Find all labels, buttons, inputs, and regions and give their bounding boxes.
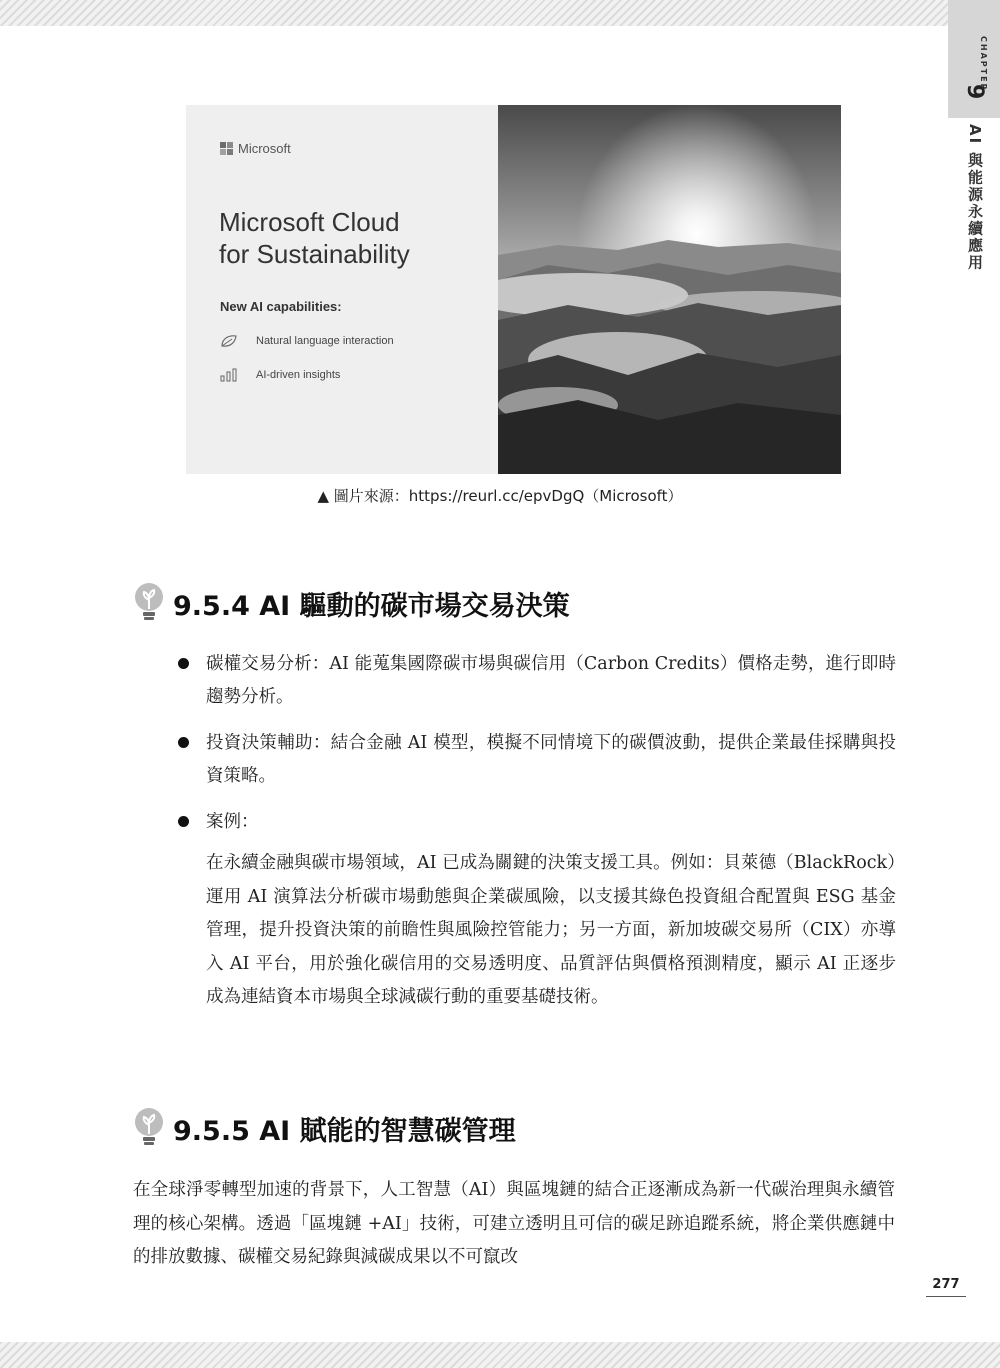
bullet-dot: [178, 816, 189, 827]
lightbulb-icon: [133, 1107, 165, 1149]
microsoft-logo: [220, 141, 291, 156]
chapter-number: 9: [962, 84, 987, 100]
capability-item: [220, 334, 394, 348]
capability-label: Natural language interaction: [256, 335, 394, 347]
section-heading-9-5-4: [133, 582, 570, 624]
bullet-dot: [178, 737, 189, 748]
bar-chart-icon: [220, 368, 238, 382]
figure-title-line2: for Sustainability: [219, 239, 410, 269]
bullet-text: 投資決策輔助：結合金融 AI 模型，模擬不同情境下的碳價波動，提供企業最佳採購與投資策略。: [206, 733, 896, 786]
section-heading-text: 9.5.4 AI 驅動的碳市場交易決策: [173, 590, 570, 622]
capability-item: [220, 368, 340, 382]
leaf-icon: [220, 334, 238, 348]
chapter-tab: [948, 0, 1000, 118]
figure-caption: ▲ 圖片來源：https://reurl.cc/epvDgQ（Microsoft）: [317, 487, 683, 505]
mountain-landscape-photo: [498, 105, 841, 474]
chapter-title: AI 與能源永續應用: [966, 124, 984, 272]
figure-subtitle: New AI capabilities:: [220, 299, 342, 314]
top-decorative-stripe: [0, 0, 1000, 26]
bottom-decorative-stripe: [0, 1342, 1000, 1368]
microsoft-brand-name: Microsoft: [238, 141, 291, 156]
capability-label: AI-driven insights: [256, 369, 341, 381]
section-heading-text: 9.5.5 AI 賦能的智慧碳管理: [173, 1115, 516, 1147]
bullet-text: 碳權交易分析：AI 能蒐集國際碳市場與碳信用（Carbon Credits）價格走勢，進行即時趨勢分析。: [206, 654, 896, 707]
case-paragraph: 在永續金融與碳市場領域，AI 已成為關鍵的決策支援工具。例如：貝萊德（BlackRock）運用 AI 演算法分析碳市場動態與企業碳風險，以支援其綠色投資組合配置與 ESG 基金管理，提升投資決策的前瞻性與風險控管能力；另一方面，新加坡碳交易所（CIX）亦導入 AI 平台，用於強化碳信用的交易透明度、品質評估與價格預測精度，顯示 AI 正逐步成為連結資本市場與全球減碳行動的重要基礎技術。: [206, 853, 896, 1007]
bullet-text: 案例：: [206, 812, 259, 832]
page-number: 277: [926, 1277, 966, 1297]
chapter-label: CHAPTER: [979, 36, 988, 92]
bullet-dot: [178, 658, 189, 669]
bullet-item: [178, 727, 896, 793]
microsoft-logo-icon: [220, 142, 233, 155]
figure-text-panel: [186, 105, 498, 474]
lightbulb-icon: [133, 582, 165, 624]
figure-title-line1: Microsoft Cloud: [219, 207, 400, 237]
bullet-item: [178, 648, 896, 714]
bullet-item: [178, 806, 896, 839]
figure-title: [219, 206, 489, 270]
section-heading-9-5-5: [133, 1107, 516, 1149]
microsoft-sustainability-figure: [186, 105, 841, 474]
body-paragraph: 在全球淨零轉型加速的背景下，人工智慧（AI）與區塊鏈的結合正逐漸成為新一代碳治理與永續管理的核心架構。透過「區塊鏈 +AI」技術，可建立透明且可信的碳足跡追蹤系統，將企業供應鏈中的排放數據、碳權交易紀錄與減碳成果以不可竄改: [133, 1180, 895, 1267]
